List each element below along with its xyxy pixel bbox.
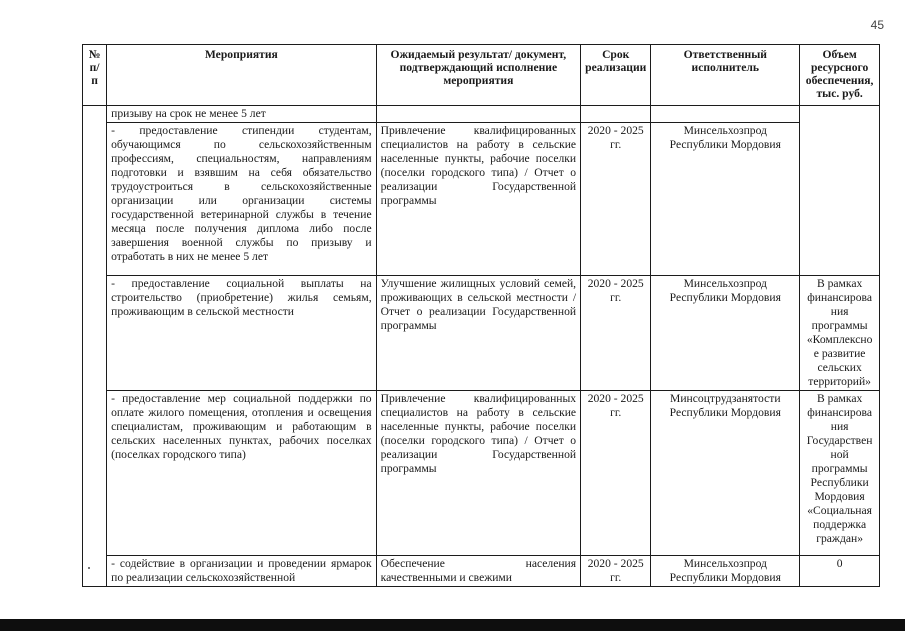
- table-row: [83, 276, 880, 391]
- activity-cell: - предоставление мер социальной поддержки по оплате жилого помещения, отопления и освещения специалистам, проживающим и работающим в сельских населенных пунктах, рабочих поселках (поселках городского типа): [107, 391, 377, 556]
- result-cell: Обеспечение населения качественными и свежими: [376, 556, 580, 587]
- scan-edge-bar: [0, 619, 905, 631]
- continuation-empty: [651, 106, 800, 123]
- result-cell: Улучшение жилищных условий семей, проживающих в сельской местности / Отчет о реализации Государственной программы: [376, 276, 580, 391]
- page-number: 45: [870, 18, 884, 32]
- executor-cell: Минсельхозпрод Республики Мордовия: [651, 123, 800, 276]
- volume-cell: 0: [800, 556, 880, 587]
- continuation-empty: [376, 106, 580, 123]
- number-cell: [83, 106, 107, 587]
- result-cell: Привлечение квалифицированных специалистов на работу в сельские населенные пункты, рабочие поселки (поселки городского типа) / Отчет о реализации Государственной программы: [376, 123, 580, 276]
- volume-cell: [800, 106, 880, 276]
- header-volume: Объем ресурсного обеспечения, тыс. руб.: [800, 45, 880, 106]
- result-cell: Привлечение квалифицированных специалистов на работу в сельские населенные пункты, рабочие поселки (поселки городского типа) / Отчет о реализации Государственной программы: [376, 391, 580, 556]
- activity-cell: - содействие в организации и проведении ярмарок по реализации сельскохозяйственной: [107, 556, 377, 587]
- activity-cell: - предоставление социальной выплаты на строительство (приобретение) жилья семьям, проживающим в сельской местности: [107, 276, 377, 391]
- executor-cell: Минсоцтрудзанятости Республики Мордовия: [651, 391, 800, 556]
- activity-cell: - предоставление стипендии студентам, обучающимся по сельскохозяйственным профессиям, специальностям, направлениям подготовки и взявшим на себя обязательство трудоустроиться в сельскохозяйственные организации или организации системы государственной ветеринарной службы в течение месяца после получения диплома либо после завершения военной службы по призыву и отработать в них не менее 5 лет: [107, 123, 377, 276]
- header-activity: Мероприятия: [107, 45, 377, 106]
- header-result: Ожидаемый результат/ документ, подтверждающий исполнение мероприятия: [376, 45, 580, 106]
- term-cell: 2020 - 2025 гг.: [581, 391, 651, 556]
- header-row: [83, 45, 880, 106]
- scan-speck: [88, 567, 90, 569]
- term-cell: 2020 - 2025 гг.: [581, 556, 651, 587]
- executor-cell: Минсельхозпрод Республики Мордовия: [651, 556, 800, 587]
- volume-cell: В рамках финансирования программы «Комплексное развитие сельских территорий»: [800, 276, 880, 391]
- executor-cell: Минсельхозпрод Республики Мордовия: [651, 276, 800, 391]
- continuation-row: [83, 106, 880, 123]
- table-row: [83, 391, 880, 556]
- header-number: № п/п: [83, 45, 107, 106]
- activities-table: [82, 44, 880, 587]
- continuation-empty: [581, 106, 651, 123]
- term-cell: 2020 - 2025 гг.: [581, 276, 651, 391]
- volume-cell: В рамках финансирования Государственной программы Республики Мордовия «Социальная поддержка граждан»: [800, 391, 880, 556]
- table-row: [83, 556, 880, 587]
- continuation-text: призыву на срок не менее 5 лет: [107, 106, 377, 123]
- table-row: [83, 123, 880, 276]
- header-term: Срок реализации: [581, 45, 651, 106]
- header-executor: Ответственный исполнитель: [651, 45, 800, 106]
- term-cell: 2020 - 2025 гг.: [581, 123, 651, 276]
